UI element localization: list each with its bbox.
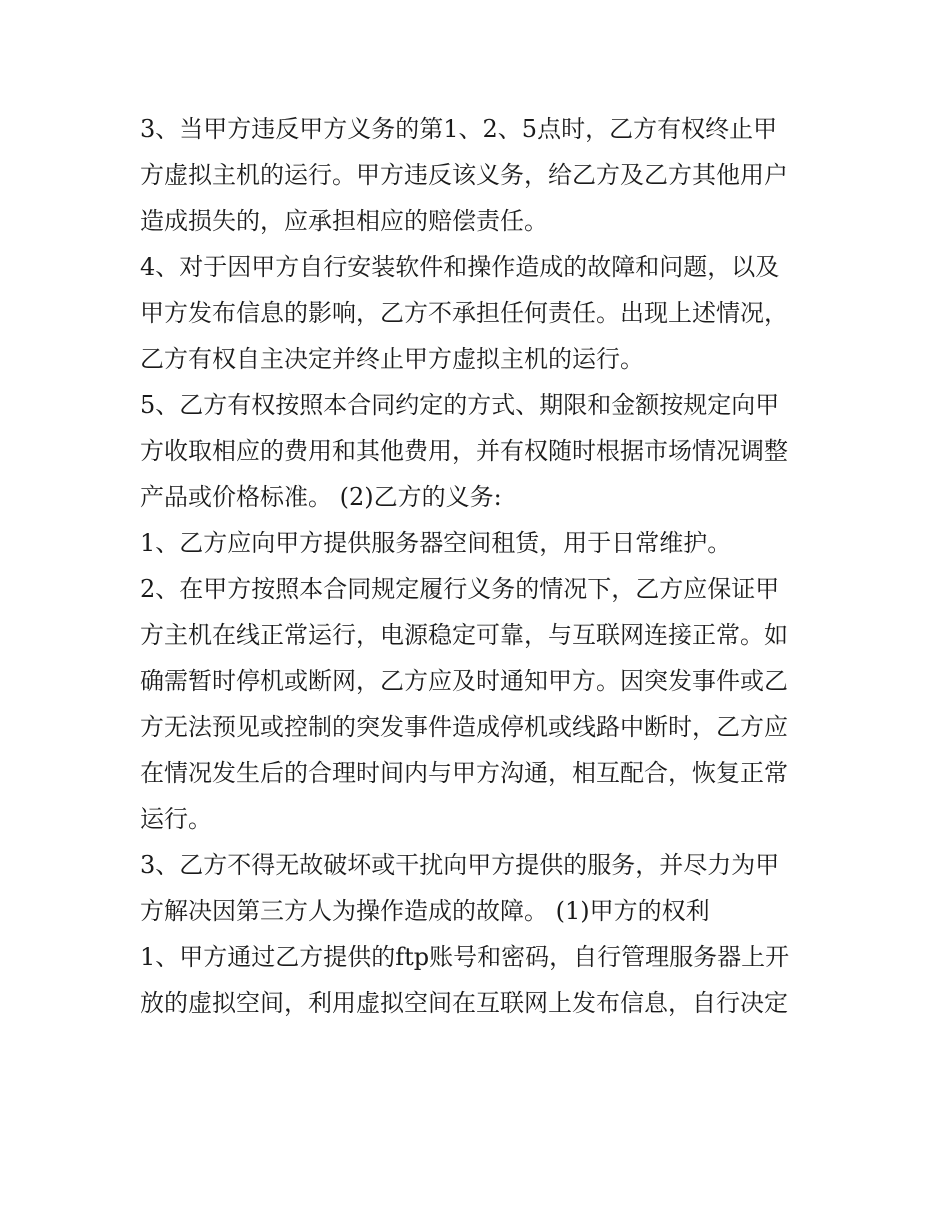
text-line: 1、乙方应向甲方提供服务器空间租赁，用于日常维护。 — [140, 529, 732, 557]
text-line: 运行。 — [140, 805, 212, 833]
text-line: 造成损失的，应承担相应的赔偿责任。 — [140, 207, 548, 235]
text-line: 放的虚拟空间，利用虚拟空间在互联网上发布信息，自行决定 — [140, 989, 788, 1017]
text-line: 乙方有权自主决定并终止甲方虚拟主机的运行。 — [140, 345, 644, 373]
text-line: 方虚拟主机的运行。甲方违反该义务，给乙方及乙方其他用户 — [140, 161, 788, 189]
text-line: 甲方发布信息的影响，乙方不承担任何责任。出现上述情况， — [140, 299, 788, 327]
text-line: 方解决因第三方人为操作造成的故障。 (1)甲方的权利 — [140, 897, 710, 925]
text-line: 5、乙方有权按照本合同约定的方式、期限和金额按规定向甲 — [140, 391, 780, 419]
text-line: 3、乙方不得无故破坏或干扰向甲方提供的服务，并尽力为甲 — [140, 851, 780, 879]
text-line: 4、对于因甲方自行安装软件和操作造成的故障和问题，以及 — [140, 253, 780, 281]
text-line: 方收取相应的费用和其他费用，并有权随时根据市场情况调整 — [140, 437, 788, 465]
text-line: 在情况发生后的合理时间内与甲方沟通，相互配合，恢复正常 — [140, 759, 788, 787]
text-line: 产品或价格标准。 (2)乙方的义务: — [140, 483, 502, 511]
text-line: 方主机在线正常运行，电源稳定可靠，与互联网连接正常。如 — [140, 621, 788, 649]
text-line: 确需暂时停机或断网，乙方应及时通知甲方。因突发事件或乙 — [140, 667, 788, 695]
text-line: 1、甲方通过乙方提供的ftp账号和密码，自行管理服务器上开 — [140, 943, 790, 971]
text-line: 方无法预见或控制的突发事件造成停机或线路中断时，乙方应 — [140, 713, 788, 741]
document-body — [140, 106, 820, 1026]
text-line: 2、在甲方按照本合同规定履行义务的情况下，乙方应保证甲 — [140, 575, 780, 603]
text-line: 3、当甲方违反甲方义务的第1、2、5点时，乙方有权终止甲 — [140, 115, 778, 143]
